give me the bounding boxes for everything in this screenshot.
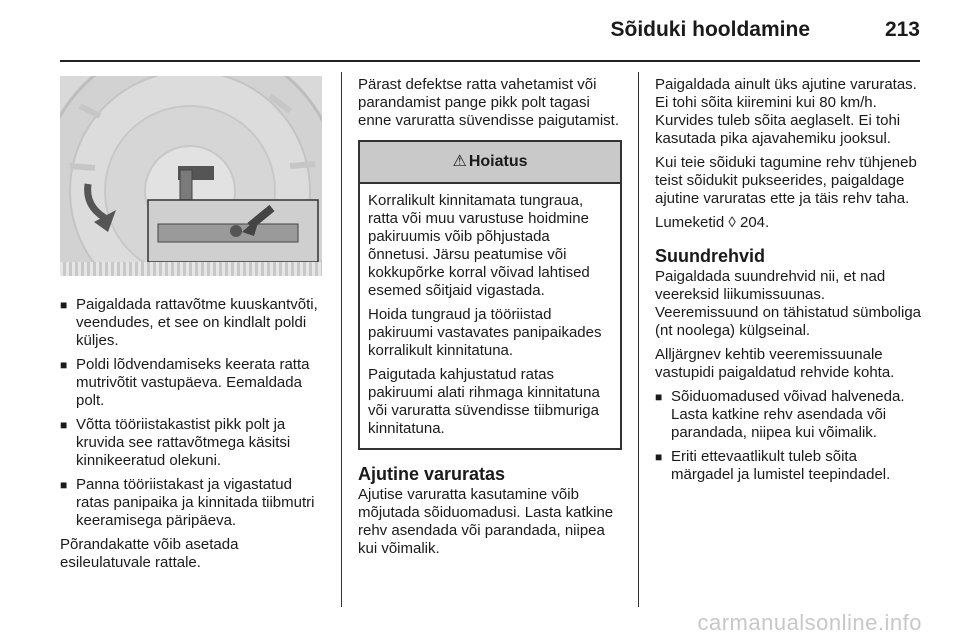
list-item-text: Poldi lõdvendamiseks keerata ratta mutrivõtit vastupäeva. Eemaldada polt.: [76, 356, 310, 409]
bullet-mark: ■: [60, 358, 68, 372]
list-item-text: Panna tööriistakast ja vigastatud ratas panipaika ja kinnitada tiibmutri keeramisega päripäeva.: [76, 476, 315, 529]
warning-icon: ⚠: [452, 153, 467, 170]
paragraph: Põrandakatte võib asetada esileulatuvale rattale.: [60, 536, 239, 571]
column-1: [60, 76, 326, 578]
section-heading: Suundrehvid: [655, 246, 766, 266]
reference-page: 204.: [739, 214, 770, 231]
bullet-mark: ■: [60, 418, 68, 432]
list-item: [60, 356, 326, 410]
header-rule: [60, 60, 920, 62]
reference-label: Lumeketid: [655, 214, 725, 231]
spare-wheel-illustration: [60, 76, 322, 276]
paragraph: Paigaldada ainult üks ajutine varuratas. Ei tohi sõita kiiremini kui 80 km/h. Kurvides tuleb sõita aeglaselt. Ei tohi kasutada pika ajavahemiku jooksul.: [655, 76, 917, 147]
column-3: [655, 76, 923, 490]
bullet-mark: ■: [655, 390, 663, 404]
reference-icon: ◊: [728, 214, 736, 231]
watermark: carmanualsonline.info: [697, 610, 922, 635]
section-heading: Ajutine varuratas: [358, 464, 506, 484]
list-item: [60, 416, 326, 470]
list-item-text: Sõiduomadused võivad halveneda. Lasta katkine rehv asendada või parandada, niipea kui võimalik.: [671, 388, 905, 441]
list-item: [60, 296, 326, 350]
warning-paragraph: Korralikult kinnitamata tungraua, ratta või muu varustuse hoidmine pakiruumis võib põhjustada õnnetusi. Järsu peatumise või kokkupõrke korral võivad lahtised esemed sõitjaid vigastada.: [368, 192, 590, 299]
list-item: [655, 388, 923, 442]
page-title: Sõiduki hooldamine: [610, 18, 810, 41]
warning-box: [358, 140, 622, 450]
list-item: [655, 448, 923, 484]
paragraph: Pärast defektse ratta vahetamist või parandamist pange pikk polt tagasi enne varuratta süvendisse paigutamist.: [358, 76, 619, 129]
page-number: 213: [884, 18, 920, 41]
paragraph: Paigaldada suundrehvid nii, et nad veereksid liikumissuunas. Veeremissuund on tähistatud sümboliga (nt noolega) külgseinal.: [655, 268, 922, 339]
warning-title: Hoiatus: [468, 153, 528, 170]
warning-header: [360, 142, 620, 184]
column-divider-1: [341, 72, 342, 607]
list-item-text: Eriti ettevaatlikult tuleb sõita märgadel ja lumistel teepindadel.: [671, 448, 891, 483]
list-item-text: Võtta tööriistakastist pikk polt ja kruvida see rattavõtmega käsitsi kinnikeeratud olekuni.: [76, 416, 291, 469]
list-item-text: Paigaldada rattavõtme kuuskantvõti, veendudes, et see on kindlalt poldi küljes.: [76, 296, 318, 349]
paragraph: Alljärgnev kehtib veeremissuunale vastupidi paigaldatud rehvide kohta.: [655, 346, 895, 381]
paragraph: Kui teie sõiduki tagumine rehv tühjeneb teist sõidukit pukseerides, paigaldage ajutine varuratas ette ja täis rehv taha.: [655, 154, 917, 207]
warning-paragraph: Paigutada kahjustatud ratas pakiruumi alati rihmaga kinnitatuna või varuratta süvendisse tiibmuriga kinnitatuna.: [368, 366, 600, 437]
list-item: [60, 476, 326, 530]
bullet-mark: ■: [60, 478, 68, 492]
column-2: [358, 76, 622, 564]
warning-paragraph: Hoida tungraud ja tööriistad pakiruumi vastavates panipaikades korralikult kinnitatuna.: [368, 306, 602, 359]
column-divider-2: [638, 72, 639, 607]
wheel-bolt-diagram: [60, 76, 322, 276]
warning-body: [360, 184, 620, 448]
paragraph: Ajutise varuratta kasutamine võib mõjutada sõiduomadusi. Lasta katkine rehv asendada või parandada, niipea kui võimalik.: [358, 486, 614, 557]
bullet-mark: ■: [60, 298, 68, 312]
bullet-mark: ■: [655, 450, 663, 464]
cross-reference: [655, 214, 923, 232]
tyre-tread: [60, 262, 322, 276]
